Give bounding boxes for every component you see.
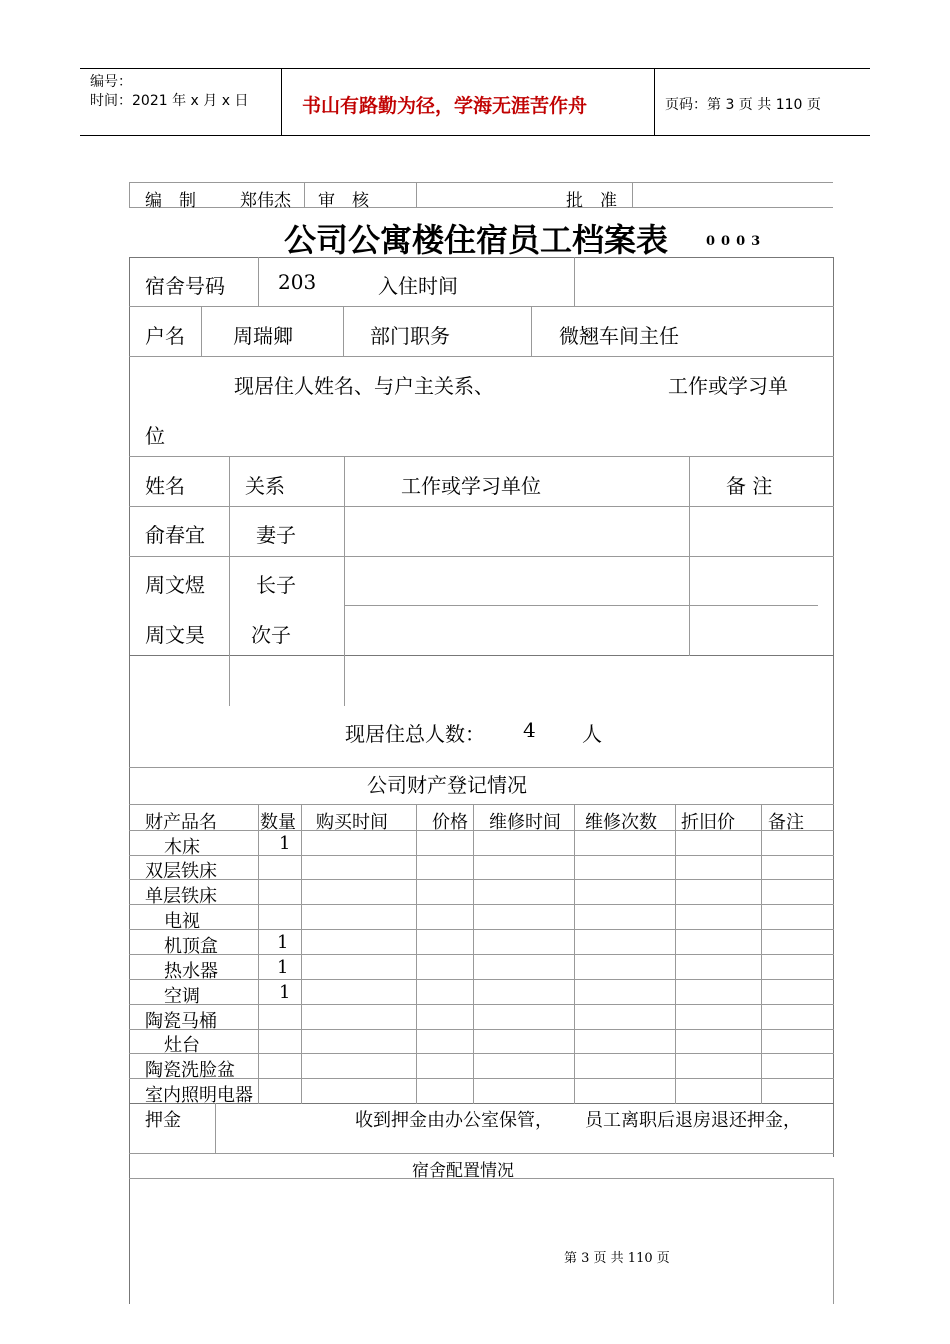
property-item-name: 陶瓷洗脸盆	[145, 1060, 235, 1081]
property-header-note: 备注	[768, 812, 804, 833]
property-item-name: 室内照明电器	[145, 1085, 253, 1106]
property-header-purchase-time: 购买时间	[316, 812, 388, 833]
room-number-value: 203	[278, 270, 317, 294]
property-item-name: 木床	[164, 837, 200, 858]
property-section-title: 公司财产登记情况	[367, 773, 527, 797]
property-item-name: 灶台	[164, 1035, 200, 1056]
resident-relation: 妻子	[256, 523, 296, 547]
department-value: 微翘车间主任	[559, 324, 679, 348]
property-item-name: 双层铁床	[145, 861, 217, 882]
residents-heading-part1: 现居住人姓名、与户主关系、	[234, 374, 494, 398]
deposit-label: 押金	[145, 1110, 181, 1131]
residents-header-note: 备 注	[726, 474, 773, 498]
document-code: 0003	[706, 234, 767, 249]
property-item-name: 空调	[164, 986, 200, 1007]
property-item-name: 热水器	[164, 961, 218, 982]
total-residents-label: 现居住总人数：	[345, 722, 485, 746]
residents-header-name: 姓名	[145, 474, 185, 498]
residents-heading-part3: 位	[145, 424, 165, 448]
resident-name: 俞春宜	[145, 523, 205, 547]
property-item-qty: 1	[279, 982, 291, 1003]
total-residents-unit: 人	[582, 722, 602, 746]
approve-label: 批 准	[566, 191, 617, 211]
property-item-name: 单层铁床	[145, 886, 217, 907]
resident-relation: 长子	[256, 573, 296, 597]
property-header-name: 财产品名	[145, 812, 217, 833]
header-page-label: 页码：第 3 页 共 110 页	[665, 97, 821, 113]
resident-name: 周文煜	[145, 573, 205, 597]
deposit-text-part2: 员工离职后退房退还押金，	[585, 1110, 801, 1131]
deposit-text-part1: 收到押金由办公室保管，	[355, 1110, 553, 1131]
property-header-depreciation: 折旧价	[681, 812, 735, 833]
household-name-label: 户名	[145, 324, 185, 348]
compile-label: 编 制	[145, 191, 196, 211]
resident-name: 周文昊	[145, 623, 205, 647]
property-item-name: 陶瓷马桶	[145, 1011, 217, 1032]
property-item-name: 电视	[164, 911, 200, 932]
document-time-label: 时间：2021 年 x 月 x 日	[90, 93, 249, 109]
residents-header-unit: 工作或学习单位	[401, 474, 541, 498]
page-footer: 第 3 页 共 110 页	[564, 1251, 670, 1266]
document-title: 公司公寓楼住宿员工档案表	[284, 221, 669, 259]
resident-relation: 次子	[251, 623, 291, 647]
residents-heading-part2: 工作或学习单	[668, 374, 788, 398]
checkin-time-label: 入住时间	[378, 274, 458, 298]
total-residents-count: 4	[523, 718, 536, 742]
property-header-qty: 数量	[260, 812, 296, 833]
room-number-label: 宿舍号码	[145, 274, 225, 298]
config-section-title: 宿舍配置情况	[412, 1161, 514, 1181]
property-header-repair-time: 维修时间	[489, 812, 561, 833]
compiler-name: 郑伟杰	[240, 191, 291, 211]
property-item-qty: 1	[277, 932, 289, 953]
household-name-value: 周瑞卿	[233, 324, 293, 348]
header-motto: 书山有路勤为径，学海无涯苦作舟	[302, 95, 588, 117]
property-item-qty: 1	[279, 833, 291, 854]
property-header-price: 价格	[432, 812, 468, 833]
review-label: 审 核	[318, 191, 369, 211]
property-item-qty: 1	[277, 957, 289, 978]
residents-header-relation: 关系	[245, 474, 285, 498]
property-header-repair-count: 维修次数	[585, 812, 657, 833]
property-item-name: 机顶盒	[164, 936, 218, 957]
document-number-label: 编号：	[90, 74, 132, 90]
department-label: 部门职务	[370, 324, 450, 348]
